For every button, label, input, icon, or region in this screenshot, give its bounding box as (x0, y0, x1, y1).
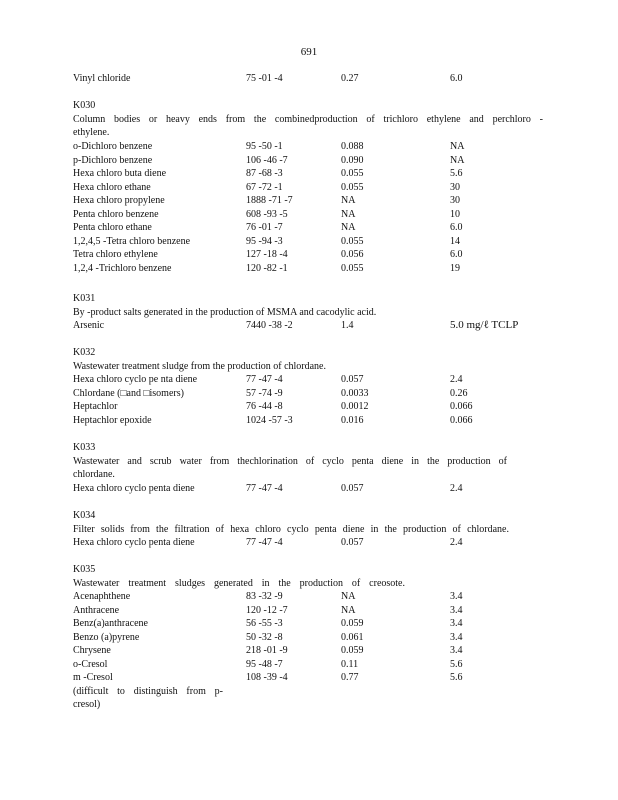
nonwastewater-value: 0.066 (450, 414, 473, 426)
wastewater-value: 0.088 (341, 141, 364, 152)
wastewater-value: NA (341, 195, 356, 206)
waste-code: K035 (73, 564, 96, 575)
constituent-name: Hexa chloro propylene (73, 195, 165, 206)
waste-code: K031 (73, 293, 96, 304)
table-row (0, 644, 618, 658)
cas-number: 1888 -71 -7 (246, 195, 293, 206)
cas-number: 127 -18 -4 (246, 249, 288, 260)
constituent-name: Vinyl chloride (73, 73, 131, 84)
wastewater-value: 0.77 (341, 672, 359, 683)
table-row (0, 387, 618, 401)
wastewater-value: 0.27 (341, 73, 359, 84)
constituent-name: m -Cresol (73, 672, 113, 683)
constituent-name: Hexa chloro ethane (73, 181, 151, 193)
constituent-name: Anthracene (73, 604, 120, 616)
constituent-name: o-Cresol (73, 658, 108, 670)
constituent-name: Heptachlor epoxide (73, 414, 152, 426)
cas-number: 95 -48 -7 (246, 658, 283, 670)
table-row (0, 140, 618, 154)
cas-number: 76 -44 -8 (246, 401, 283, 412)
cas-number: 77 -47 -4 (246, 482, 283, 494)
constituent-name: Chlordane (□and □isomers) (73, 387, 184, 399)
wastewater-value: NA (341, 222, 356, 233)
table-row (0, 208, 618, 222)
table-row (0, 262, 618, 276)
wastewater-value: 0.057 (341, 482, 364, 494)
nonwastewater-value: 10 (450, 208, 460, 220)
constituent-name: Tetra chloro ethylene (73, 249, 158, 260)
nonwastewater-value: 30 (450, 181, 460, 193)
cas-number: 76 -01 -7 (246, 222, 283, 233)
table-row (0, 671, 618, 685)
wastewater-value: 0.061 (341, 631, 364, 643)
constituent-name: Acenaphthene (73, 591, 131, 602)
wastewater-value: 0.0012 (341, 401, 369, 412)
nonwastewater-value: NA (450, 154, 465, 166)
waste-description: Wastewater treatment sludges generated in the production of creosote. (73, 577, 405, 589)
waste-code: K030 (73, 100, 96, 111)
table-row (0, 617, 618, 631)
constituent-name: Penta chloro ethane (73, 222, 152, 233)
constituent-name: 1,2,4,5 -Tetra chloro benzene (73, 235, 191, 247)
nonwastewater-value: NA (450, 141, 465, 152)
waste-description: chlordane. (73, 469, 115, 480)
constituent-name: Hexa chloro buta diene (73, 168, 167, 179)
page-number: 691 (300, 46, 318, 58)
waste-description: Wastewater and scrub water from thechlorination of cyclo penta diene in the production of (73, 455, 507, 467)
table-row (0, 414, 618, 428)
constituent-name: Benz(a)anthracene (73, 618, 148, 629)
waste-code: K033 (73, 442, 96, 453)
table-row (0, 235, 618, 249)
nonwastewater-value: 5.6 (450, 168, 463, 179)
nonwastewater-value: 3.4 (450, 645, 463, 656)
nonwastewater-value: 3.4 (450, 591, 463, 602)
cas-number: 87 -68 -3 (246, 168, 283, 179)
waste-description: Wastewater treatment sludge from the production of chlordane. (73, 360, 326, 372)
table-row (0, 604, 618, 618)
table-row (0, 590, 618, 604)
table-row (0, 181, 618, 195)
wastewater-value: 0.055 (341, 262, 364, 274)
waste-code: K032 (73, 347, 96, 358)
cas-number: 218 -01 -9 (246, 645, 288, 656)
nonwastewater-value: 3.4 (450, 604, 463, 616)
wastewater-value: 0.0033 (341, 387, 369, 399)
cas-number: 83 -32 -9 (246, 591, 283, 602)
constituent-name: p-Dichloro benzene (73, 154, 153, 166)
nonwastewater-value: 3.4 (450, 631, 463, 643)
nonwastewater-value: 6.0 (450, 222, 463, 233)
wastewater-value: 0.056 (341, 249, 364, 260)
nonwastewater-value: 19 (450, 262, 460, 274)
nonwastewater-value: 30 (450, 195, 460, 206)
wastewater-value: 0.016 (341, 414, 364, 426)
constituent-name: Hexa chloro cyclo penta diene (73, 537, 195, 548)
constituent-name: Benzo (a)pyrene (73, 631, 140, 643)
cas-number: 1024 -57 -3 (246, 414, 293, 426)
constituent-name: o-Dichloro benzene (73, 141, 153, 152)
wastewater-value: 0.055 (341, 168, 364, 179)
cas-number: 120 -12 -7 (246, 604, 288, 616)
table-row (0, 319, 618, 333)
cas-number: 120 -82 -1 (246, 262, 288, 274)
wastewater-value: NA (341, 591, 356, 602)
nonwastewater-value: 0.066 (450, 401, 473, 412)
wastewater-value: 0.059 (341, 645, 364, 656)
nonwastewater-value: 0.26 (450, 387, 468, 399)
cas-number: 108 -39 -4 (246, 672, 288, 683)
table-row (0, 658, 618, 672)
wastewater-value: 0.059 (341, 618, 364, 629)
nonwastewater-value: 14 (450, 235, 460, 247)
wastewater-value: 0.055 (341, 181, 364, 193)
waste-description: Column bodies or heavy ends from the combinedproduction of trichloro ethylene and perchloro - (73, 114, 543, 125)
table-row (0, 194, 618, 208)
waste-description: By -product salts generated in the production of MSMA and cacodylic acid. (73, 306, 377, 318)
footnote: (difficult to distinguish from p- (73, 685, 223, 697)
wastewater-value: 0.057 (341, 537, 364, 548)
wastewater-value: 0.090 (341, 154, 364, 166)
table-row (0, 221, 618, 235)
wastewater-value: 0.11 (341, 658, 359, 670)
table-row (0, 373, 618, 387)
table-row (0, 248, 618, 262)
cas-number: 67 -72 -1 (246, 181, 283, 193)
wastewater-value: 0.055 (341, 235, 364, 247)
waste-description: ethylene. (73, 127, 110, 138)
nonwastewater-value: 3.4 (450, 618, 463, 629)
table-row (0, 167, 618, 181)
table-row (0, 72, 618, 86)
nonwastewater-value: 6.0 (450, 73, 463, 84)
nonwastewater-value: 5.6 (450, 658, 463, 670)
cas-number: 106 -46 -7 (246, 154, 288, 166)
cas-number: 77 -47 -4 (246, 537, 283, 548)
cas-number: 75 -01 -4 (246, 73, 283, 84)
table-row (0, 482, 618, 496)
constituent-name: Penta chloro benzene (73, 208, 159, 220)
cas-number: 57 -74 -9 (246, 387, 283, 399)
table-row (0, 154, 618, 168)
waste-description: Filter solids from the filtration of hexa chloro cyclo penta diene in the production of chlordane. (73, 523, 509, 535)
constituent-name: 1,2,4 -Trichloro benzene (73, 262, 172, 274)
cas-number: 50 -32 -8 (246, 631, 283, 643)
constituent-name: Hexa chloro cyclo pe nta diene (73, 374, 198, 385)
nonwastewater-value: 5.0 mg/ℓ TCLP (450, 319, 519, 331)
table-row (0, 631, 618, 645)
constituent-name: Hexa chloro cyclo penta diene (73, 482, 195, 494)
constituent-name: Arsenic (73, 320, 105, 331)
table-row (0, 400, 618, 414)
cas-number: 95 -50 -1 (246, 141, 283, 152)
nonwastewater-value: 2.4 (450, 482, 463, 494)
waste-code: K034 (73, 510, 96, 521)
constituent-name: Chrysene (73, 645, 111, 656)
nonwastewater-value: 5.6 (450, 672, 463, 683)
wastewater-value: 0.057 (341, 374, 364, 385)
cas-number: 95 -94 -3 (246, 235, 283, 247)
nonwastewater-value: 6.0 (450, 249, 463, 260)
constituent-name: Heptachlor (73, 401, 118, 412)
cas-number: 608 -93 -5 (246, 208, 288, 220)
cas-number: 77 -47 -4 (246, 374, 283, 385)
cas-number: 7440 -38 -2 (246, 320, 293, 331)
table-row (0, 536, 618, 550)
nonwastewater-value: 2.4 (450, 537, 463, 548)
footnote: cresol) (73, 699, 101, 710)
wastewater-value: NA (341, 208, 356, 220)
wastewater-value: NA (341, 604, 356, 616)
wastewater-value: 1.4 (341, 320, 354, 331)
cas-number: 56 -55 -3 (246, 618, 283, 629)
nonwastewater-value: 2.4 (450, 374, 463, 385)
